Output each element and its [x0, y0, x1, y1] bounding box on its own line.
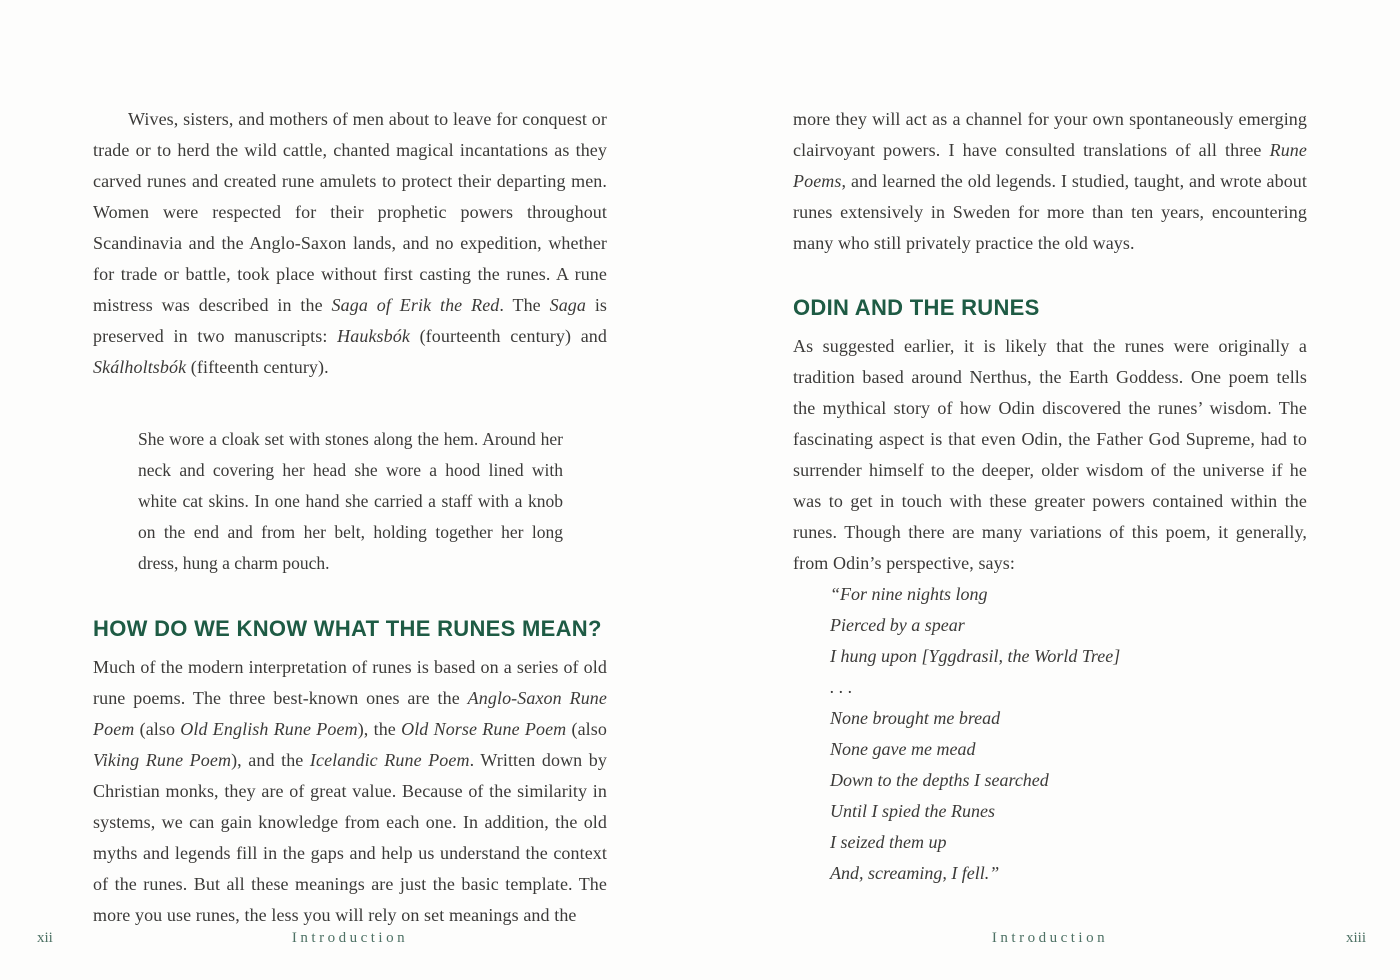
poem-line: None brought me bread	[830, 708, 1001, 728]
poem-line: None gave me mead	[830, 739, 976, 759]
poem-line: I seized them up	[830, 832, 947, 852]
page-number-left: xii	[37, 930, 53, 946]
poem-line: “For nine nights long	[830, 584, 988, 604]
poem-line: Pierced by a spear	[830, 615, 965, 635]
section-heading-odin-and-the-runes: ODIN AND THE RUNES	[793, 295, 1040, 320]
section-heading-how-do-we-know: HOW DO WE KNOW WHAT THE RUNES MEAN?	[93, 616, 602, 641]
poem-line: Down to the depths I searched	[830, 770, 1049, 790]
poem-odin	[830, 579, 1307, 889]
paragraph-clairvoyant-powers: more they will act as a channel for your own spontaneously emerging clairvoyant powers. I have consulted translations of all three Rune Poems, and learned the old legends. I studied, taught, and wrote about runes extensively in Sweden for more than ten years, encountering many who still privately practice the old ways.	[793, 109, 1307, 253]
page-number-right: xiii	[1345, 930, 1366, 946]
poem-line: I hung upon [Yggdrasil, the World Tree]	[830, 646, 1121, 666]
poem-line: . . .	[830, 677, 853, 697]
blockquote-saga-excerpt: She wore a cloak set with stones along the hem. Around her neck and covering her head she wore a hood lined with white cat skins. In one hand she carried a staff with a knob on the end and from her belt, holding together her long dress, hung a charm pouch.	[138, 429, 563, 573]
paragraph-rune-mistress: Wives, sisters, and mothers of men about to leave for conquest or trade or to herd the wild cattle, chanted magical incantations as they carved runes and created rune amulets to protect their departing men. Women were respected for their prophetic powers throughout Scandinavia and the Anglo-Saxon lands, and no expedition, whether for trade or battle, took place without first casting the runes. A rune mistress was described in the Saga of Erik the Red. The Saga is preserved in two manuscripts: Hauksbók (fourteenth century) and Skálholtsbók (fifteenth century).	[93, 109, 608, 377]
poem-line: And, screaming, I fell.”	[830, 863, 1000, 883]
running-head-right: Introduction	[991, 930, 1109, 946]
poem-line: Until I spied the Runes	[830, 801, 995, 821]
paragraph-rune-poems: Much of the modern interpretation of runes is based on a series of old rune poems. The three best-known ones are the Anglo-Saxon Rune Poem (also Old English Rune Poem), the Old Norse Rune Poem (also Viking Rune Poem), and the Icelandic Rune Poem. Written down by Christian monks, they are of great value. Because of the similarity in systems, we can gain knowledge from each one. In addition, the old myths and legends fill in the gaps and help us understand the context of the runes. But all these meanings are just the basic template. The more you use runes, the less you will rely on set meanings and the	[93, 657, 607, 925]
paragraph-odin-story: As suggested earlier, it is likely that the runes were originally a tradition based around Nerthus, the Earth Goddess. One poem tells the mythical story of how Odin discovered the runes’ wisdom. The fascinating aspect is that even Odin, the Father God Supreme, had to surrender himself to the deeper, older wisdom of the universe if he was to get in touch with these greater powers contained within the runes. Though there are many variations of this poem, it generally, from Odin’s perspective, says:	[793, 336, 1307, 573]
running-head-left: Introduction	[291, 930, 409, 946]
footer-left	[0, 930, 700, 952]
page-right	[700, 0, 1400, 980]
footer-right	[700, 930, 1400, 952]
page-left-content	[0, 0, 607, 931]
page-right-content	[700, 0, 1307, 889]
